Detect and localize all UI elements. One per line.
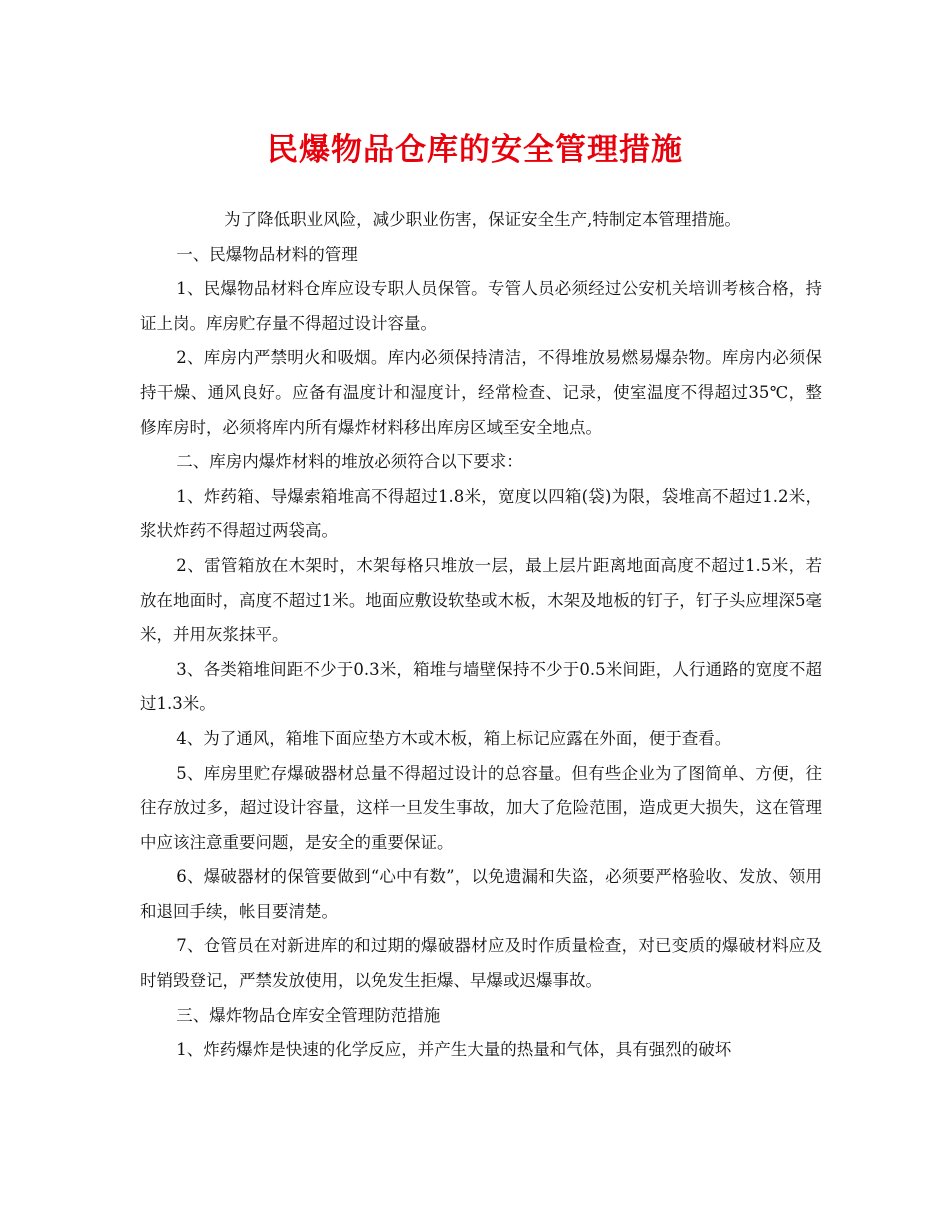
paragraph: 2、雷管箱放在木架时，木架每格只堆放一层，最上层片距离地面高度不超过1.5米，若放在地面时，高度不超过1米。地面应敷设软垫或木板，木架及地板的钉子，钉子头应埋深5毫米，并用灰浆抹平。 <box>140 555 822 645</box>
paragraph: 4、为了通风，箱堆下面应垫方木或木板，箱上标记应露在外面，便于查看。 <box>176 728 732 748</box>
paragraph: 1、炸药箱、导爆索箱堆高不得超过1.8米，宽度以四箱(袋)为限，袋堆高不超过1.2米，浆状炸药不得超过两袋高。 <box>140 486 822 541</box>
paragraph: 3、各类箱堆间距不少于0.3米，箱堆与墙壁保持不少于0.5米间距，人行通路的宽度不超过1.3米。 <box>140 659 822 714</box>
paragraph: 2、库房内严禁明火和吸烟。库内必须保持清洁，不得堆放易燃易爆杂物。库房内必须保持干燥、通风良好。应备有温度计和湿度计，经常检查、记录，使室温度不得超过35℃，整修库房时，必须将库内所有爆炸材料移出库房区域至安全地点。 <box>140 348 822 437</box>
section-heading-1: 一、民爆物品材料的管理 <box>176 244 358 264</box>
paragraph: 1、民爆物品材料仓库应设专职人员保管。专管人员必须经过公安机关培训考核合格，持证上岗。库房贮存量不得超过设计容量。 <box>140 279 822 333</box>
section-heading-3: 三、爆炸物品仓库安全管理防范措施 <box>176 1005 441 1025</box>
paragraph: 1、炸药爆炸是快速的化学反应，并产生大量的热量和气体，具有强烈的破坏 <box>176 1040 732 1060</box>
document-title: 民爆物品仓库的安全管理措施 <box>267 132 683 168</box>
section-heading-2: 二、库房内爆炸材料的堆放必须符合以下要求： <box>176 452 523 472</box>
paragraph: 6、爆破器材的保管要做到“心中有数”，以免遗漏和失盗，必须要严格验收、发放、领用和退回手续，帐目要清楚。 <box>140 867 822 921</box>
document-body <box>140 203 822 1068</box>
paragraph: 7、仓管员在对新进库的和过期的爆破器材应及时作质量检查，对已变质的爆破材料应及时销毁登记，严禁发放使用，以免发生拒爆、早爆或迟爆事故。 <box>140 936 822 991</box>
intro-paragraph: 为了降低职业风险，减少职业伤害，保证安全生产,特制定本管理措施。 <box>224 210 741 229</box>
paragraph: 5、库房里贮存爆破器材总量不得超过设计的总容量。但有些企业为了图简单、方便，往往存放过多，超过设计容量，这样一旦发生事故，加大了危险范围，造成更大损失，这在管理中应该注意重要问题，是安全的重要保证。 <box>140 763 822 852</box>
